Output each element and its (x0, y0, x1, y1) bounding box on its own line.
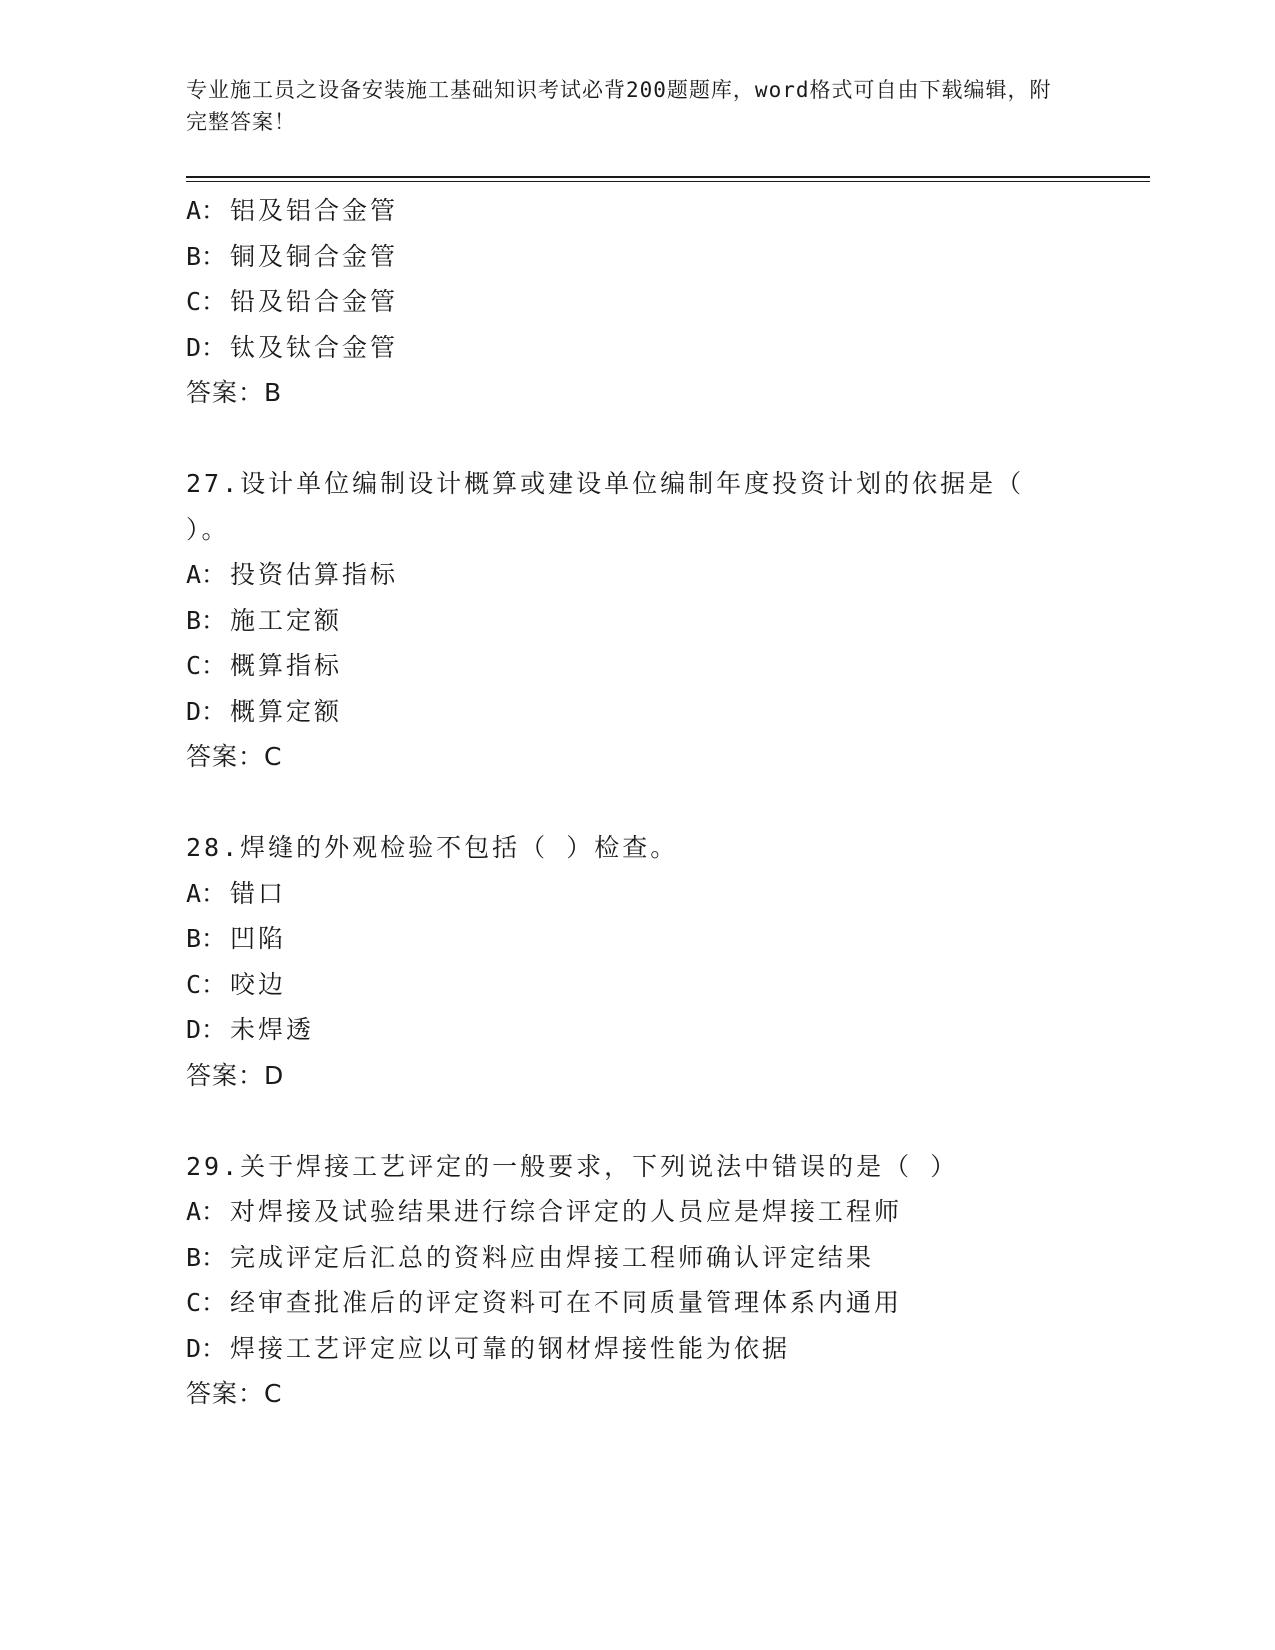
option-key: A： (186, 1197, 227, 1226)
option-c (186, 643, 1066, 689)
option-text: 钛及钛合金管 (230, 332, 399, 362)
option-b (186, 916, 1066, 962)
option-c (186, 1280, 1066, 1326)
option-d (186, 1326, 1066, 1372)
option-text: 概算指标 (230, 651, 343, 680)
option-text: 错口 (230, 878, 287, 908)
header-divider-thick (186, 176, 1150, 178)
option-text: 铝及铝合金管 (230, 196, 399, 225)
option-key: B： (186, 605, 227, 635)
option-text: 投资估算指标 (230, 560, 399, 589)
option-d (186, 1007, 1066, 1053)
question-block-26 (186, 188, 1066, 416)
option-text: 经审查批准后的评定资料可在不同质量管理体系内通用 (230, 1288, 903, 1317)
option-d (186, 689, 1066, 735)
option-key: B： (186, 241, 227, 271)
option-key: B： (186, 1242, 227, 1272)
option-key: D： (186, 332, 227, 362)
option-a (186, 188, 1066, 234)
option-text: 焊接工艺评定应以可靠的钢材焊接性能为依据 (230, 1333, 791, 1363)
option-key: B： (186, 924, 227, 953)
question-block-27 (186, 461, 1066, 780)
option-key: C： (186, 969, 227, 999)
option-b (186, 1235, 1066, 1281)
option-text: 完成评定后汇总的资料应由焊接工程师确认评定结果 (230, 1242, 875, 1272)
option-text: 咬边 (230, 969, 287, 999)
option-text: 对焊接及试验结果进行综合评定的人员应是焊接工程师 (230, 1197, 903, 1226)
option-text: 铜及铜合金管 (230, 241, 399, 271)
option-text: 施工定额 (230, 605, 343, 635)
question-stem: 29.关于焊接工艺评定的一般要求，下列说法中错误的是（ ） (186, 1151, 959, 1181)
answer-line: 答案：C (186, 1379, 283, 1408)
option-text: 铅及铅合金管 (230, 287, 399, 316)
answer-line: 答案：B (186, 378, 283, 407)
answer-line: 答案：C (186, 742, 283, 771)
option-key: D： (186, 1015, 227, 1044)
question-list (186, 188, 1066, 1417)
option-text: 概算定额 (230, 696, 343, 726)
option-c (186, 962, 1066, 1008)
option-key: D： (186, 696, 227, 726)
answer-line: 答案：D (186, 1060, 285, 1090)
option-key: A： (186, 878, 227, 908)
spacer (186, 416, 1066, 462)
spacer (186, 1098, 1066, 1144)
option-key: D： (186, 1333, 227, 1363)
option-text: 凹陷 (230, 924, 287, 953)
option-key: C： (186, 651, 227, 680)
question-block-29 (186, 1144, 1066, 1417)
page-header-title: 专业施工员之设备安装施工基础知识考试必背200题题库，word格式可自由下载编辑，附完整答案！ (186, 78, 1052, 134)
option-key: A： (186, 560, 227, 589)
option-text: 未焊透 (230, 1015, 315, 1044)
option-a (186, 871, 1066, 917)
question-stem: 28.焊缝的外观检验不包括（ ）检查。 (186, 833, 679, 862)
spacer (186, 780, 1066, 826)
option-b (186, 234, 1066, 280)
option-b (186, 598, 1066, 644)
header-divider-thin (186, 181, 1150, 182)
question-block-28 (186, 825, 1066, 1098)
option-key: C： (186, 1288, 227, 1317)
option-key: C： (186, 287, 227, 316)
option-key: A： (186, 196, 227, 225)
option-a (186, 552, 1066, 598)
option-c (186, 279, 1066, 325)
option-d (186, 325, 1066, 371)
question-stem: 27.设计单位编制设计概算或建设单位编制年度投资计划的依据是（ ）。 (186, 469, 1025, 544)
option-a (186, 1189, 1066, 1235)
